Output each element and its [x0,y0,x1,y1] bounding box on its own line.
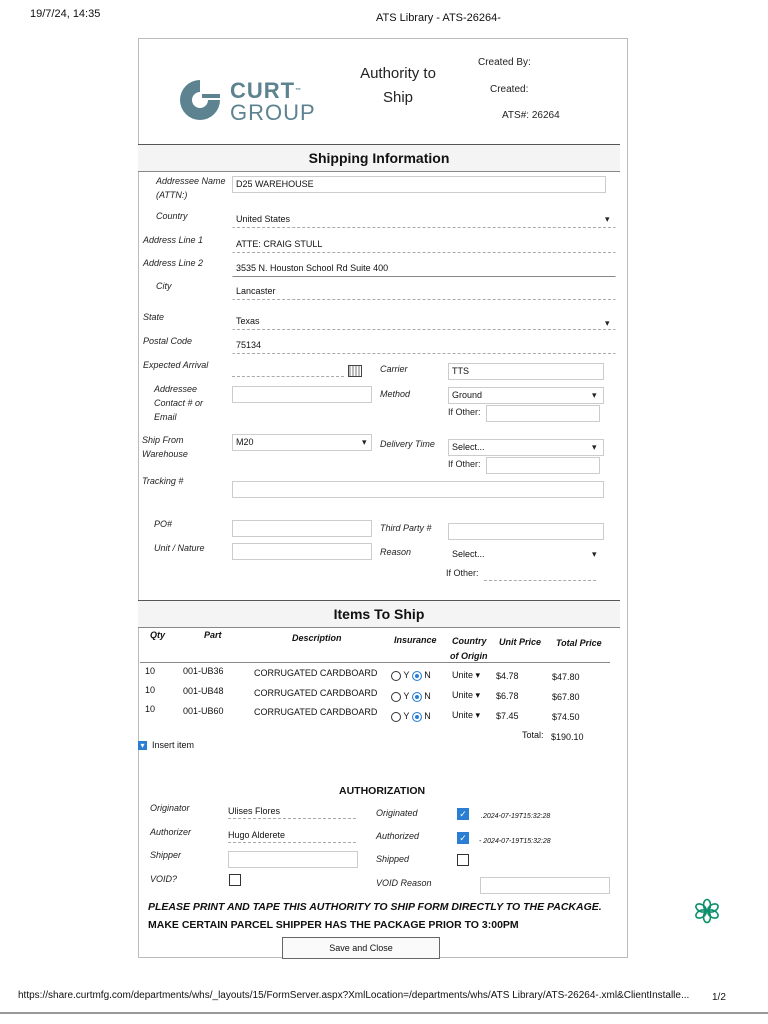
country-chevron-down-icon[interactable]: ▾ [605,214,610,224]
authorized-label: Authorized [376,831,420,841]
col-total-price: Total Price [556,638,602,648]
state-select[interactable]: Texas [232,313,616,330]
ship-from-chevron-down-icon[interactable]: ▾ [362,437,367,447]
items-heading: Items To Ship [138,600,620,628]
reason-select[interactable]: Select... [448,546,606,563]
form-title: Authority to Ship [360,65,436,106]
void-reason-label: VOID Reason [376,878,432,888]
originator-label: Originator [150,803,190,813]
calendar-icon[interactable] [348,365,362,377]
col-description: Description [292,633,342,643]
insurance-yes-radio[interactable] [391,712,401,722]
address-line-2-label: Address Line 2 [143,258,204,268]
ship-from-select[interactable]: M20 [232,434,372,451]
ship-from-label: Ship From Warehouse [142,435,188,459]
row-part[interactable]: 001-UB36 [183,666,224,676]
row-qty[interactable]: 10 [145,704,156,714]
address-line-2-input[interactable]: 3535 N. Houston School Rd Suite 400 [232,260,616,277]
total-value: $190.10 [551,732,584,742]
tracking-label: Tracking # [142,476,184,486]
postal-code-input[interactable]: 75134 [232,337,616,354]
void-reason-input[interactable] [480,877,610,894]
page-bottom-edge [0,1012,768,1014]
po-input[interactable] [232,520,372,537]
insurance-no-radio[interactable] [412,712,422,722]
delivery-time-chevron-down-icon[interactable]: ▾ [592,442,597,452]
state-label: State [143,312,165,322]
items-header-divider [140,662,610,663]
insurance-yes-radio[interactable] [391,671,401,681]
country-chevron-down-icon[interactable]: ▾ [475,710,481,720]
addressee-input[interactable]: D25 WAREHOUSE [232,176,606,193]
reason-other-input[interactable] [484,566,596,581]
insert-item-icon[interactable]: ▾ [138,741,147,750]
shipped-label: Shipped [376,854,410,864]
country-label: Country [156,211,188,221]
row-unit-price[interactable]: $6.78 [496,691,519,701]
row-qty[interactable]: 10 [145,666,156,676]
void-label: VOID? [150,874,178,884]
row-description[interactable]: CORRUGATED CARDBOARD [254,668,378,678]
city-label: City [156,281,172,291]
row-country-select[interactable]: Unite ▾ [452,670,481,680]
row-description[interactable]: CORRUGATED CARDBOARD [254,707,378,717]
address-line-1-input[interactable]: ATTE: CRAIG STULL [232,236,616,253]
address-line-1-label: Address Line 1 [143,235,204,245]
expected-arrival-label: Expected Arrival [143,360,209,370]
carrier-input[interactable]: TTS [448,363,604,380]
assistant-flower-icon[interactable] [694,898,720,924]
insurance-no-radio[interactable] [412,671,422,681]
shipped-checkbox[interactable] [457,854,469,866]
shipper-label: Shipper [150,850,182,860]
insurance-radio-group: Y N [391,668,431,682]
col-of-origin: of Origin [450,651,488,661]
created-by-label: Created By: [478,57,531,68]
row-total-price: $74.50 [552,712,580,722]
row-country-select[interactable]: Unite ▾ [452,690,481,700]
page-number: 1/2 [712,992,726,1003]
logo-text-curt: CURT™ [230,78,303,103]
shipper-input[interactable] [228,851,358,868]
insurance-no-radio[interactable] [412,692,422,702]
third-party-input[interactable] [448,523,604,540]
addressee-contact-input[interactable] [232,386,372,403]
col-qty: Qty [150,630,166,640]
unit-nature-label: Unit / Nature [154,543,205,553]
method-label: Method [380,389,411,399]
row-country-select[interactable]: Unite ▾ [452,710,481,720]
created-label: Created: [490,84,529,95]
save-and-close-button[interactable]: Save and Close [282,937,440,959]
originated-label: Originated [376,808,418,818]
reason-label: Reason [380,547,412,557]
print-timestamp: 19/7/24, 14:35 [30,8,101,20]
reason-if-other-label: If Other: [446,568,479,578]
print-doc-title: ATS Library - ATS-26264- [376,12,501,24]
expected-arrival-input[interactable] [232,362,344,377]
method-if-other-label: If Other: [448,407,481,417]
country-chevron-down-icon[interactable]: ▾ [475,690,481,700]
tracking-input[interactable] [232,481,604,498]
originated-checkbox[interactable]: ✓ [457,808,469,820]
curt-logo-mark-icon [176,76,224,124]
col-country: Country [452,636,487,646]
curt-group-logo [176,76,224,129]
authorized-checkbox[interactable]: ✓ [457,832,469,844]
total-label: Total: [522,730,544,740]
carrier-label: Carrier [380,364,408,374]
shipping-info-heading: Shipping Information [138,144,620,172]
method-select[interactable]: Ground [448,387,604,404]
insurance-yes-radio[interactable] [391,692,401,702]
authorizer-label: Authorizer [150,827,192,837]
delivery-time-select[interactable]: Select... [448,439,604,456]
third-party-label: Third Party # [380,523,432,533]
city-input[interactable]: Lancaster [232,283,616,300]
row-unit-price[interactable]: $4.78 [496,671,519,681]
logo-text-group: GROUP [230,100,316,125]
method-chevron-down-icon[interactable]: ▾ [592,390,597,400]
addressee-label: Addressee Name (ATTN:) [156,176,226,200]
row-part[interactable]: 001-UB48 [183,686,224,696]
insert-item-link[interactable]: Insert item [152,740,195,750]
row-description[interactable]: CORRUGATED CARDBOARD [254,688,378,698]
instruction-note-2: MAKE CERTAIN PARCEL SHIPPER HAS THE PACKAGE PRIOR TO 3:00PM [148,919,519,931]
delivery-if-other-label: If Other: [448,459,481,469]
void-checkbox[interactable] [229,874,241,886]
col-insurance: Insurance [394,635,437,645]
col-unit-price: Unit Price [499,637,542,647]
country-select[interactable]: United States [232,211,616,228]
authorization-heading: AUTHORIZATION [339,785,426,797]
reason-chevron-down-icon[interactable]: ▾ [592,549,597,559]
instruction-note-1: PLEASE PRINT AND TAPE THIS AUTHORITY TO SHIP FORM DIRECTLY TO THE PACKAGE. [148,901,602,913]
authorizer-input[interactable]: Hugo Alderete [228,828,356,843]
country-chevron-down-icon[interactable]: ▾ [475,670,481,680]
state-chevron-down-icon[interactable]: ▾ [605,318,610,328]
delivery-other-input[interactable] [486,457,600,474]
postal-code-label: Postal Code [143,336,193,346]
po-label: PO# [154,519,173,529]
row-total-price: $47.80 [552,672,580,682]
insurance-radio-group: Y N [391,709,431,723]
col-part: Part [204,630,222,640]
row-unit-price[interactable]: $7.45 [496,711,519,721]
addressee-contact-label: Addressee Contact # or Email [154,384,204,422]
method-other-input[interactable] [486,405,600,422]
insurance-radio-group: Y N [391,689,431,703]
print-url: https://share.curtmfg.com/departments/whs/_layouts/15/FormServer.aspx?XmlLocation=/departments/whs/ATS Library/ATS-26264-.xml&ClientInstalle... [18,990,690,1001]
ats-number: ATS#: 26264 [502,110,560,121]
originated-timestamp: .2024-07-19T15:32:28 [481,813,551,820]
delivery-time-label: Delivery Time [380,439,435,449]
unit-nature-input[interactable] [232,543,372,560]
row-qty[interactable]: 10 [145,685,156,695]
row-part[interactable]: 001-UB60 [183,706,224,716]
row-total-price: $67.80 [552,692,580,702]
originator-input[interactable]: Ulises Flores [228,804,356,819]
authorized-timestamp: - 2024-07-19T15:32:28 [479,838,551,845]
